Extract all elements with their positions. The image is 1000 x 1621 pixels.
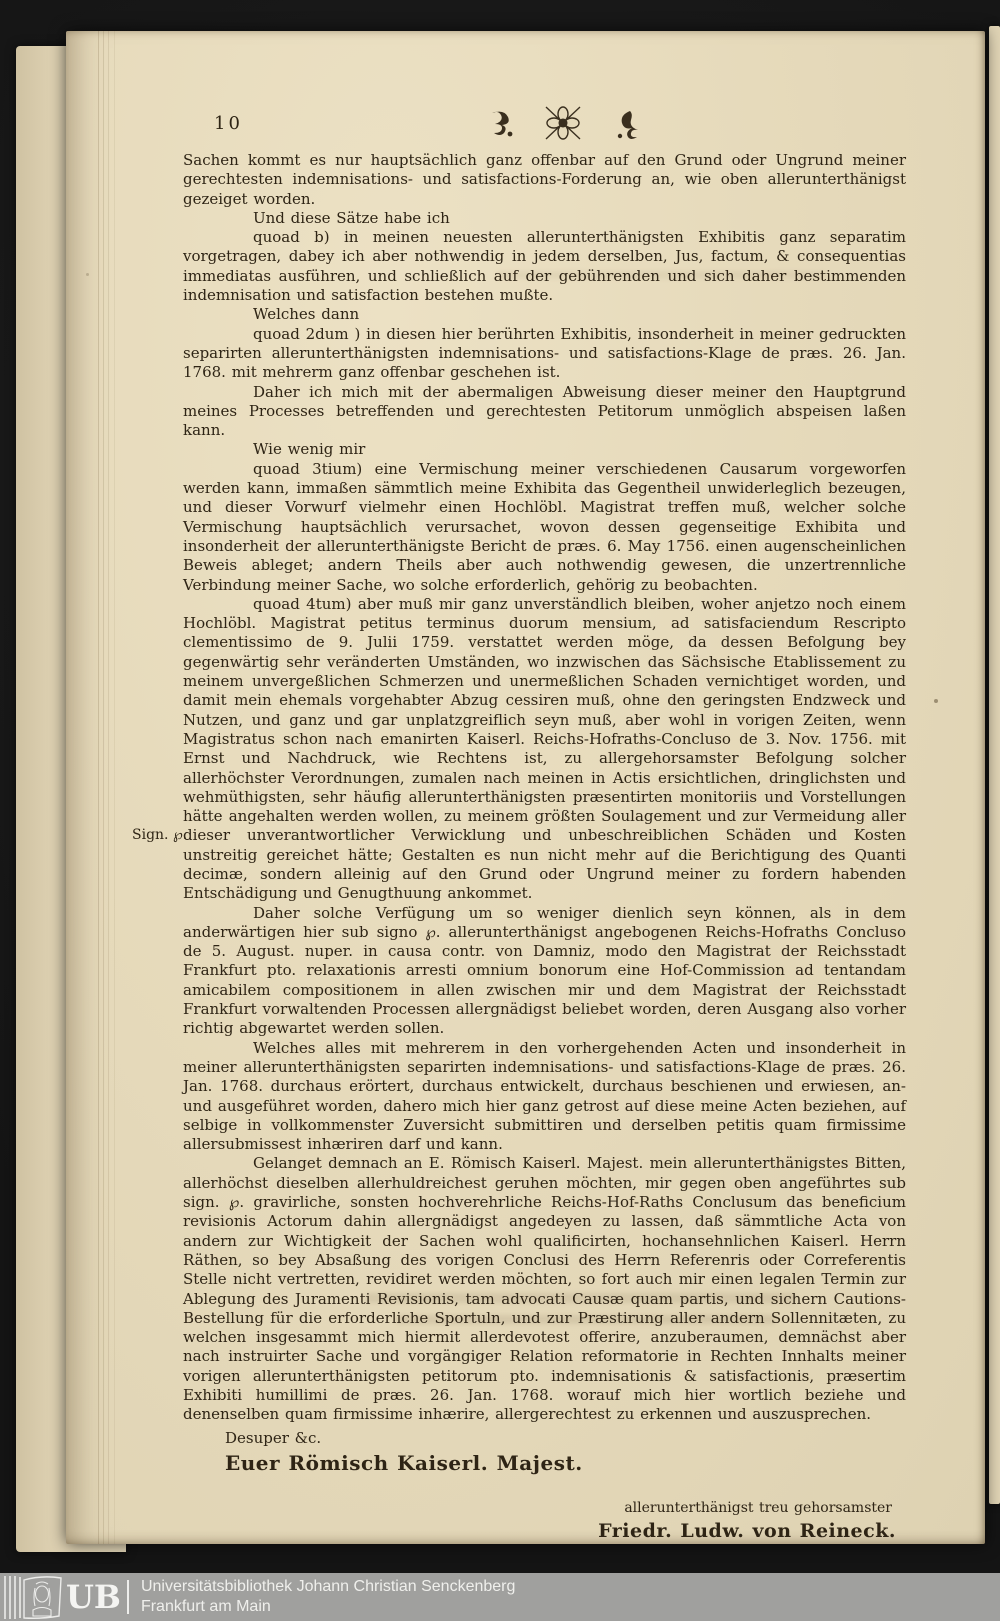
closing-formula: Desuper &c.: [225, 1428, 322, 1447]
paragraph: Welches alles mit mehrerem in den vorhergehenden Acten und insonderheit in meiner allerunterthänigsten separirten indemnisations- und satisfactions-Klage de præs. 26. Jan. 1768. durchaus erörtert, durchaus entwickelt, durchaus beschienen und erwiesen, an- und ausgeführet worden, dahero mich hier ganz getrost auf diese meine Acten beziehen, auf selbige in vollkommenster Zuversicht submittiren und derselben petitis quam firmissime allersubmissest inhæriren darf und kann.: [183, 1038, 906, 1154]
header-ornament: [474, 103, 654, 145]
paragraph: Daher solche Verfügung um so weniger dienlich seyn können, als in dem anderwärtigen hier sub signo ℘. allerunterthänigst angebogenen Reichs-Hofraths Concluso de 5. August. nuper. in causa contr. von Damniz, modo den Magistrat der Reichsstadt Frankfurt pto. relaxationis arresti omnium bonorum eine Hof-Commission ad tentandam amicabilem compositionem in allen zwischen mir und dem Magistrat der Reichsstadt Frankfurt vorwaltenden Processen allergnädigst beliebet worden, deren Ausgang also vorher richtig abgewartet werden sollen.: [183, 903, 906, 1038]
ink-speck: [934, 699, 938, 703]
page-fold-line: [108, 31, 109, 1544]
paragraph: Gelanget demnach an E. Römisch Kaiserl. Majest. mein allerunterthänigstes Bitten, allerhöchst dieselben allerhuldreichest geruhen möchten, mir gegen oben angeführtes sub sign. ℘. gravirliche, sonsten hochverehrliche Reichs-Hof-Raths Conclusum das beneficium revisionis Actorum dahin allergnädigst angedeyen zu lassen, daß sämmtliche Acta von andern zur Wichtigkeit der Sachen wohl qualificirten, hochansehnlichen Kaiserl. Herrn Räthen, so bey Absaßung des vorigen Conclusi des Herrn Referenris oder Correferentis Stelle nicht vertretten, revidiret werden möchten, so fort auch mir einen legalen Termin zur Ablegung des Juramenti Revisionis, tam advocati Causæ quam partis, und sichern Cautions-Bestellung für die erforderliche Sportuln, und zur Præstirung aller andern Sollennitæten, zu welchen insgesammt mich hiermit allerdevotest offerire, anzuberaumen, demnächst aber nach instruirter Sache und vorgängiger Relation reformatorie in Rechten Innhalts meiner vorigen allerunterthänigsten petitorum pto. indemnisationis & satisfactionis, præsertim Exhibiti humillimi de præs. 26. Jan. 1768. worauf mich hier wortlich beziehe und denenselben quam firmissime inhærire, allergerechtest zu erkennen und auszusprechen.: [183, 1154, 906, 1424]
paragraph: Wie wenig mir: [253, 440, 366, 459]
ub-logo-text: UB: [66, 1578, 121, 1616]
library-city: Frankfurt am Main: [140, 1598, 271, 1615]
paragraph: quoad 4tum) aber muß mir ganz unverständlich bleiben, woher anjetzo noch einem Hochlöbl. Magistrat petitus terminus duorum mensium, ad satisfaciendum Rescripto clementissimo de 9. Julii 1759. verstattet werden möge, da dessen Befolgung bey gegenwärtig sehr veränderten Umständen, wo inzwischen das Sächsische Etablissement zu meinem unvergeßlichen Schmerzen und unermeßlichen Schaden vernichtiget worden, und damit mein ehemals vorgehabter Abzug cessiren muß, ohne den geringsten Endzweck und Nutzen, und ganz und gar unplatzgreiflich seyn muß, aber wohl in vorigen Zeiten, wenn Magistratus schon nach emanirten Kaiserl. Reichs-Hofraths-Concluso de 3. Nov. 1756. mit Ernst und Nachdruck, wie Rechtens ist, zu allergehorsamster Befolgung solcher allerhöchster Verordnungen, zumalen nach meinen in Actis ersichtlichen, dringlichsten und wehmüthigsten, sehr häufig allerunterthänigsten præsentirten monitoriis und Vorstellungen hätte angehalten werden wollen, zu meinem größten Soulagement und zur Vermeidung aller dieser unverantwortlicher Verwicklung und unbeschreiblichen Schäden und Kosten unstreitig gereichet hätte; Gestalten es nun nicht mehr auf die Berichtigung des Quanti decimæ, sondern alleinig auf den Grund oder Ungrund meiner zu fordern habenden Entschädigung und Genugthuung ankommet.: [183, 594, 906, 903]
underlying-page-edge-right: [989, 26, 1000, 1504]
paragraph: Welches dann: [253, 305, 360, 324]
page-fold-line: [103, 31, 104, 1544]
signature-name: Friedr. Ludw. von Reineck.: [598, 1520, 896, 1543]
page-fold-line: [114, 31, 115, 1544]
ink-speck: [86, 273, 89, 276]
book-spines-icon: [5, 1576, 20, 1619]
paragraph: Daher ich mich mit der abermaligen Abweisung dieser meiner den Hauptgrund meines Processes betreffenden und gerechtesten Petitorum unmöglich abspeisen laßen kann.: [183, 382, 906, 440]
paragraph: quoad b) in meinen neuesten allerunterthänigsten Exhibitis ganz separatim vorgetragen, dabey ich aber nothwendig in jedem derselben, Jus, factum, & consequentias immediatas ausführen, und schließlich auf der gebührenden und sich daher bestimmenden indemnisation und satisfaction bestehen mußte.: [183, 228, 906, 305]
paragraph: Sachen kommt es nur hauptsächlich ganz offenbar auf den Grund oder Ungrund meiner gerechtesten indemnisations- und satisfactions-Forderung an, wie oben allerunterthänigst gezeiget worden.: [183, 151, 906, 208]
ornament-curl-left-icon: [492, 112, 512, 137]
margin-note-sign: Sign. ℘.: [132, 827, 188, 843]
ornament-rosette-icon: [546, 107, 580, 139]
book-page: [66, 31, 985, 1544]
library-logo: [2, 1573, 64, 1621]
logo-separator: [127, 1580, 129, 1614]
ornament-curl-right-icon: [618, 111, 638, 139]
address-line: Euer Römisch Kaiserl. Majest.: [225, 1450, 583, 1475]
page-fold-line: [98, 31, 99, 1544]
paragraph: quoad 2dum ) in diesen hier berührten Exhibitis, insonderheit in meiner gedruckten separirten allerunterthänigsten indemnisations- und satisfactions-Klage de præs. 26. Jan. 1768. mit mehrerm ganz offenbar geschehen ist.: [183, 324, 906, 382]
body-text: [183, 151, 906, 1542]
paragraph: quoad 3tium) eine Vermischung meiner verschiedenen Causarum vorgeworfen werden kann, immaßen sämmtlich meine Exhibita das Gegentheil unwiderleglich bezeugen, und dieser Vorwurf vielmehr einen Hochlöbl. Magistrat treffen muß, welcher solche Vermischung hauptsächlich verursachet, wovon dessen gegenseitige Exhibita und insonderheit der allerunterthänigste Bericht de præs. 6. May 1756. einen augenscheinlichen Beweis ableget; andern Theils aber auch nothwendig gewesen, die unzertrennliche Verbindung meiner Sache, wo solche erforderlich, gehörig zu beobachten.: [183, 459, 906, 594]
library-footer-bar: [0, 1573, 1000, 1621]
page-number: 10: [214, 113, 243, 134]
senckenberg-portrait-icon: [24, 1577, 61, 1618]
library-name: Universitätsbibliothek Johann Christian Senckenberg: [140, 1578, 516, 1595]
library-caption: [141, 1577, 515, 1617]
paragraph: Und diese Sätze habe ich: [253, 208, 450, 227]
signature-intro: allerunterthänigst treu gehorsamster: [624, 1500, 892, 1517]
